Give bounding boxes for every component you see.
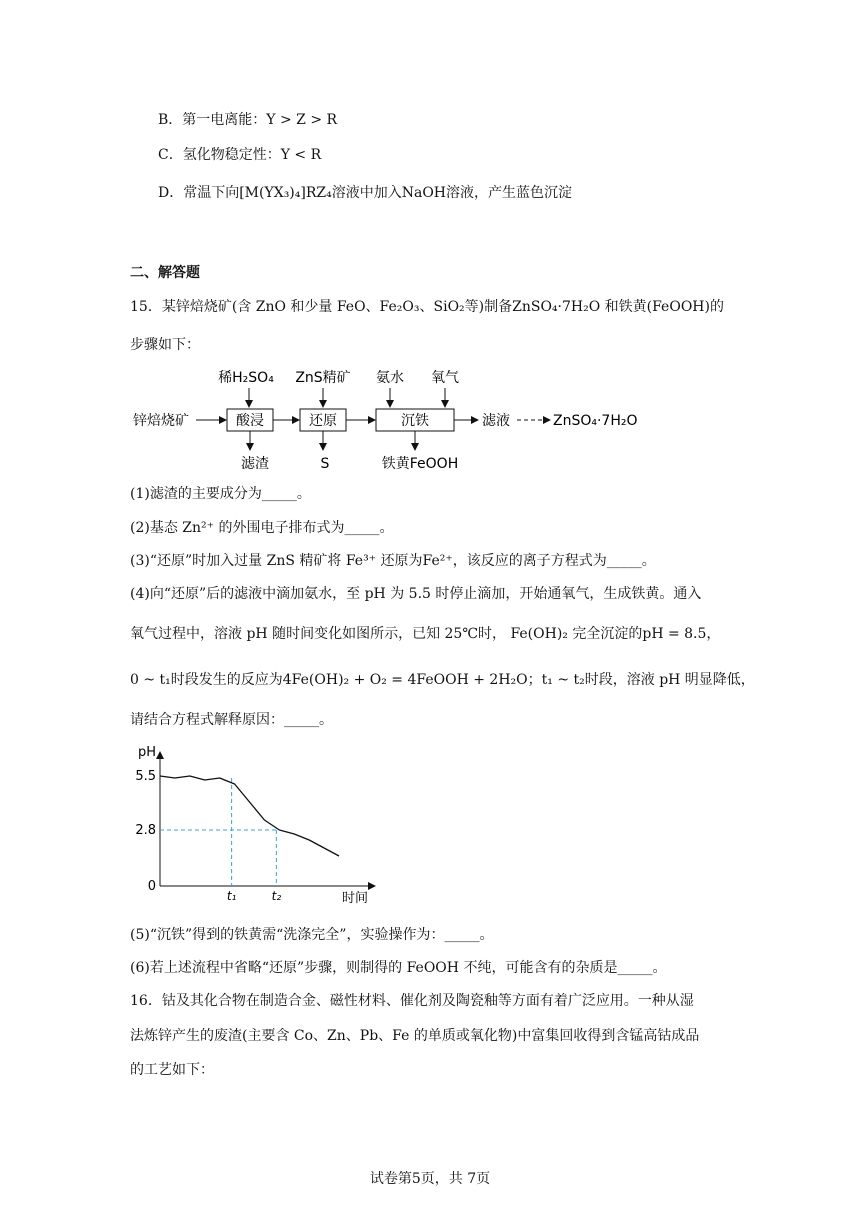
flow-box-leach-label: 酸浸 (236, 413, 264, 429)
q15-part4-line2: 氧气过程中，溶液 pH 随时间变化如图所示，已知 25℃时， Fe(OH)₂ 完全沉淀的pH = 8.5， (130, 626, 721, 642)
flow-input-acid: 稀H₂SO₄ (218, 370, 274, 386)
flow-output-residue: 滤渣 (241, 456, 269, 472)
q15-part4-line4: 请结合方程式解释原因：_____。 (130, 712, 333, 728)
flow-input-oxygen: 氧气 (431, 370, 459, 386)
q16-intro-line3: 的工艺如下： (130, 1062, 214, 1078)
flow-product: ZnSO₄·7H₂O (553, 413, 638, 429)
x-tick-label: t₁ (226, 889, 237, 903)
q15-flow-diagram (0, 360, 860, 480)
flow-input-zns: ZnS精矿 (295, 370, 351, 386)
y-tick-label: 2.8 (135, 823, 156, 838)
q15-part4-line1: (4)向“还原”后的滤液中滴加氨水，至 pH 为 5.5 时停止滴加，开始通氧气，生成铁黄。通入 (130, 586, 702, 602)
q14-option-d: D．常温下向[M(YX₃)₄]RZ₄溶液中加入NaOH溶液，产生蓝色沉淀 (158, 185, 573, 201)
y-tick-label: 0 (147, 879, 156, 894)
flow-output-sulfur: S (320, 456, 330, 472)
q15-part4-line3: 0 ~ t₁时段发生的反应为4Fe(OH)₂ + O₂ = 4FeOOH + 2H₂O；t₁ ~ t₂时段，溶液 pH 明显降低， (130, 672, 755, 688)
q16-intro-line1: 16．钴及其化合物在制造合金、磁性材料、催化剂及陶瓷釉等方面有着广泛应用。一种从湿 (130, 993, 694, 1009)
flow-output-fooh: 铁黄FeOOH (381, 456, 459, 472)
y-tick-label: 5.5 (135, 769, 156, 784)
flow-filtrate: 滤液 (482, 413, 510, 429)
q14-option-b: B．第一电离能：Y > Z > R (158, 112, 338, 128)
section-title: 二、解答题 (130, 265, 200, 281)
q15-part1: (1)滤渣的主要成分为_____。 (130, 486, 311, 502)
q15-part6: (6)若上述流程中省略“还原”步骤，则制得的 FeOOH 不纯，可能含有的杂质是_____。 (130, 960, 667, 976)
q15-part5: (5)“沉铁”得到的铁黄需“洗涤完全”，实验操作为：_____。 (130, 927, 494, 943)
page-footer: 试卷第5页，共 7页 (369, 1171, 491, 1187)
ph-time-chart (130, 740, 390, 910)
q15-part2: (2)基态 Zn²⁺ 的外围电子排布式为_____。 (130, 520, 394, 536)
x-tick-label: t₂ (271, 889, 282, 903)
q16-intro-line2: 法炼锌产生的废渣(主要含 Co、Zn、Pb、Fe 的单质或氧化物)中富集回收得到含锰高钴成品 (130, 1028, 700, 1044)
flow-box-iron-label: 沉铁 (401, 413, 429, 429)
ph-curve (160, 776, 339, 856)
q15-intro-line2: 步骤如下： (130, 337, 200, 353)
x-axis-label: 时间 (342, 891, 369, 906)
flow-start: 锌焙烧矿 (133, 413, 189, 429)
q14-option-c: C．氢化物稳定性：Y < R (158, 147, 322, 163)
q15-part3: (3)“还原”时加入过量 ZnS 精矿将 Fe³⁺ 还原为Fe²⁺，该反应的离子方程式为_____。 (130, 553, 656, 569)
q15-intro-line1: 15．某锌焙烧矿(含 ZnO 和少量 FeO、Fe₂O₃、SiO₂等)制备ZnSO₄·7H₂O 和铁黄(FeOOH)的 (130, 299, 724, 315)
y-axis-label: pH (138, 745, 157, 760)
flow-input-ammonia: 氨水 (376, 370, 404, 386)
flow-box-reduce-label: 还原 (309, 413, 337, 429)
